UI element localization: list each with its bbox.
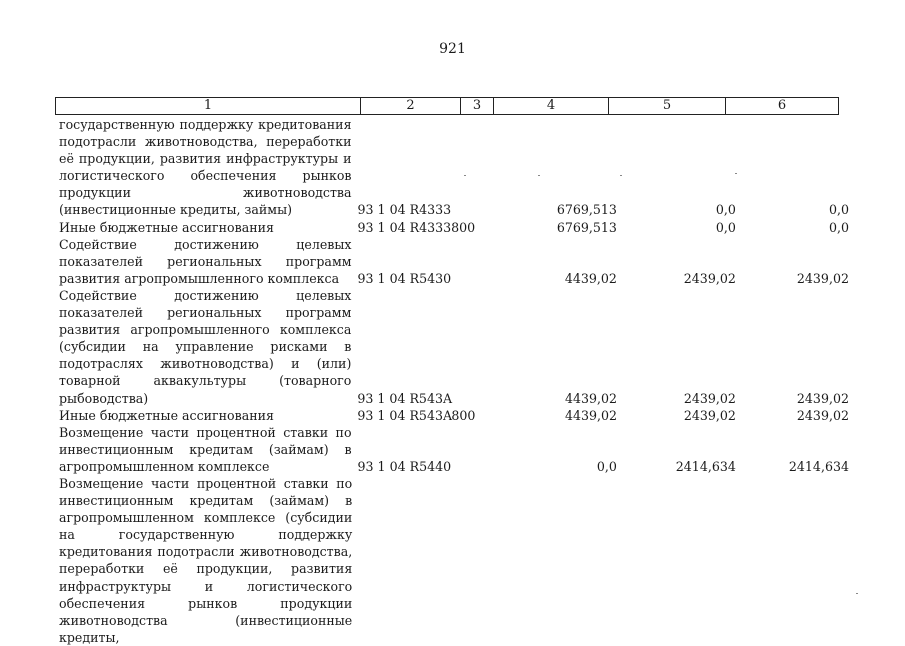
row-value-2022: 2439,02 [796,407,849,423]
row-code: 93 1 04 R543A [357,407,453,423]
row-value-2020: 6769,513 [556,219,617,235]
table-body [59,116,849,646]
row-name: Возмещение части процентной ставки по инвестиционным кредитам (займам) в агропромышленном комплексе [59,424,352,474]
row-value-2020: 4439,02 [564,270,617,286]
header-col-6: 6 [777,98,787,113]
row-value-2021: 2439,02 [683,270,736,286]
row-value-2022: 2439,02 [796,270,849,286]
row-code: 93 1 04 R543A [357,390,453,406]
row-name: государственную поддержку кредитования подотрасли животноводства, переработки её продукции, развития инфраструктуры и логистического обеспечения рынков продукции животноводства (инвестиционные кредиты, займы) [59,117,352,218]
row-value-2022: 0,0 [828,202,849,218]
table-row [59,287,849,407]
header-col-4: 4 [494,98,609,114]
row-name: Возмещение части процентной ставки по инвестиционным кредитам (займам) в агропромышленном комплексе (субсидии на государственную поддержку кредитования подотрасли животноводства, переработки её продукции, развития инфраструктуры и логистического обеспечения рынков продукции животноводства (инвестиционные кредиты, [59,475,353,645]
header-col-1: 1 [56,98,361,114]
table-row [59,116,849,219]
row-value-2022: 0,0 [828,219,849,235]
row-name: Иные бюджетные ассигнования [59,407,274,423]
table-header [55,97,839,115]
row-value-2022: 2414,634 [788,458,849,474]
header-col-2: 2 [361,98,461,114]
row-value-2022: 2439,02 [796,390,849,406]
scan-speck [620,175,622,176]
page-number: 921 [439,41,466,57]
header-col-3: 3 [461,98,494,114]
scan-speck [464,175,466,176]
row-code: 93 1 04 R4333 [357,202,452,218]
header-col-5: 5 [609,98,726,114]
scan-speck [856,593,858,594]
row-value-2021: 2414,634 [675,458,736,474]
row-code: 93 1 04 R5440 [357,458,452,474]
row-code: 93 1 04 R5430 [357,270,452,286]
row-value-2020: 6769,513 [556,202,617,218]
row-type: 800 [451,407,476,423]
row-type: 800 [451,219,476,235]
table-row [59,424,849,475]
table-row [59,236,849,287]
row-value-2020: 0,0 [596,458,617,474]
row-name: Содействие достижению целевых показателей региональных программ развития агропромышленного комплекса [59,236,352,286]
row-value-2020: 4439,02 [564,390,618,406]
row-value-2021: 0,0 [715,219,736,235]
table-row [59,475,849,646]
scan-speck [735,173,737,174]
table-row [59,219,849,236]
row-value-2020: 4439,02 [564,407,618,423]
row-value-2021: 2439,02 [683,407,736,423]
row-code: 93 1 04 R4333 [357,219,452,235]
row-value-2021: 0,0 [715,202,736,218]
table-row [59,407,849,424]
row-name: Иные бюджетные ассигнования [59,219,274,235]
scan-speck [538,175,540,176]
row-name: Содействие достижению целевых показателей региональных программ развития агропромышленного комплекса (субсидии на управление рисками в подотраслях животноводства) и (или) товарной аквакультуры (товарного рыбоводства) [59,287,352,406]
row-value-2021: 2439,02 [683,390,736,406]
